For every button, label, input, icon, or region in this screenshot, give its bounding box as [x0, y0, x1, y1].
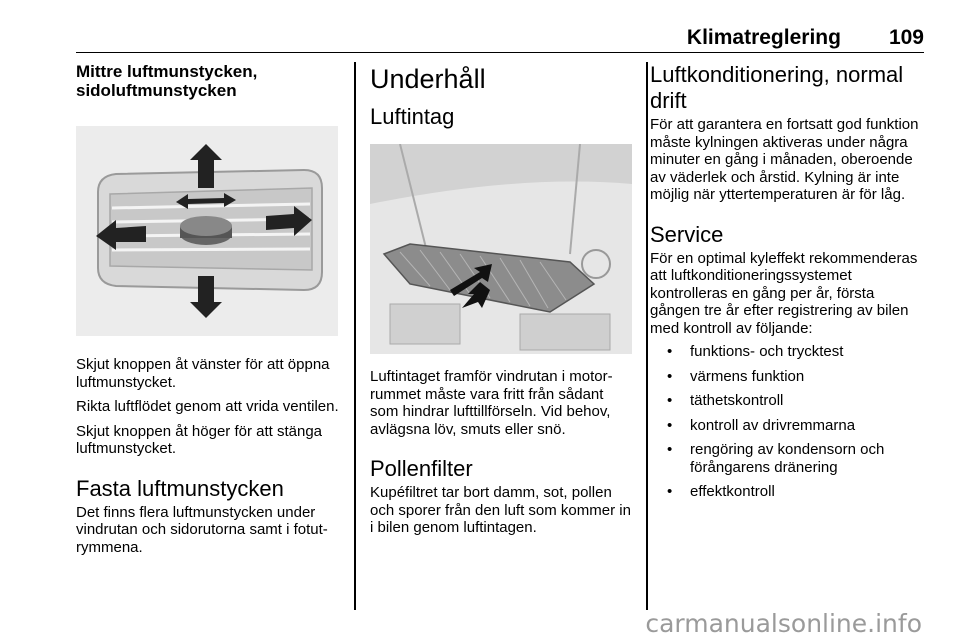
- column-divider-1: [354, 62, 356, 610]
- fixed-vents-heading: Fasta luftmunstycken: [76, 475, 284, 501]
- ac-heading: Luftkonditionering, normal drift: [650, 62, 904, 113]
- vents-text-open: Skjut knoppen åt vänster för att öppna luftmunstycket.: [76, 356, 330, 391]
- vents-text-direct: Rikta luftflödet genom att vrida ventilen.: [76, 398, 339, 415]
- pollen-filter-heading: Pollenfilter: [370, 456, 473, 481]
- list-item: • rengöring av kondensorn och förångarens dränering: [650, 441, 924, 476]
- ac-text: För att garantera en fortsatt god funktion måste kylningen aktiveras under några minuter en gång i månaden, oberoende av väderlek och årstid. Kylning är inte möjlig när yttertemperaturen är för låg.: [650, 116, 919, 203]
- page-title: Klimatreglering: [686, 26, 841, 49]
- air-intake-illustration: [370, 144, 632, 354]
- pollen-filter-text: Kupéfiltret tar bort damm, sot, pollen och sporer från den luft som kommer in i bilen genom luftintagen.: [370, 484, 631, 536]
- list-item: • värmens funktion: [650, 368, 924, 386]
- service-checklist: [650, 343, 924, 501]
- list-item: • effektkontroll: [650, 483, 924, 501]
- air-vent-drawing: [76, 126, 338, 336]
- vents-text-close: Skjut knoppen åt höger för att stänga luftmunstycket.: [76, 422, 322, 457]
- fixed-vents-text: Det finns flera luftmunstycken under vindrutan och sidorutorna samt i fotutrymmena.: [76, 503, 328, 556]
- column-middle: [370, 62, 634, 537]
- watermark: carmanualsonline.info: [645, 609, 922, 638]
- air-intake-heading: Luftintag: [370, 104, 455, 129]
- column-divider-2: [646, 62, 648, 610]
- list-item: • täthetskontroll: [650, 392, 924, 410]
- list-item: • funktions- och trycktest: [650, 343, 924, 361]
- column-left: [76, 62, 340, 556]
- air-vent-illustration: [76, 126, 338, 336]
- column-right: [650, 62, 924, 508]
- air-intake-drawing: [370, 144, 632, 354]
- list-item: • kontroll av drivremmarna: [650, 417, 924, 435]
- page-header: [76, 26, 924, 53]
- page-number: 109: [888, 26, 924, 49]
- maintenance-heading: Underhåll: [370, 64, 486, 94]
- vents-heading: Mittre luftmunstycken, sidoluftmunstycken: [76, 62, 258, 100]
- service-text: För en optimal kyleffekt rekommenderas att luftkonditioneringssystemet kontrolleras en gång per år, första gången tre år efter registrering av bilen med kontroll av följande:: [650, 249, 918, 337]
- air-intake-text: Luftintaget framför vindrutan i motorrummet måste vara fritt från sådant som hindrar lufttillförseln. Vid behov, avlägsna löv, smuts eller snö.: [370, 368, 613, 438]
- service-heading: Service: [650, 221, 724, 247]
